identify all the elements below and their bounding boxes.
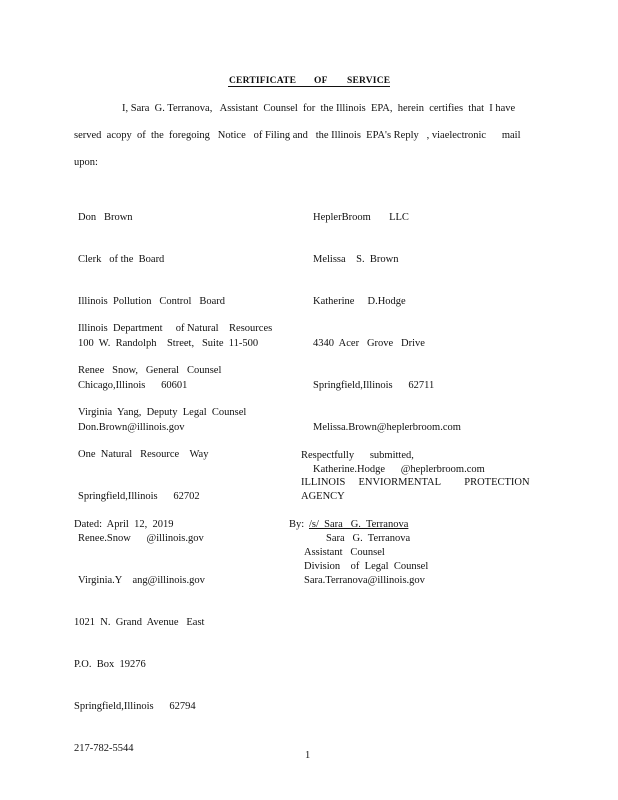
body-line-2: served acopy of the foregoing Notice of Filing and the Illinois EPA's Reply , viaelectronic mail (74, 130, 521, 141)
body-line-1: I, Sara G. Terranova, Assistant Counsel for the Illinois EPA, herein certifies that I have (122, 103, 516, 114)
recipient-email: Katherine.Hodge @heplerbroom.com (313, 464, 485, 475)
signer-name: Sara G. Terranova (326, 533, 411, 544)
recipient-email: Don.Brown@illinois.gov (78, 422, 185, 433)
agency-name-line-1: ILLINOIS ENVIORMENTAL PROTECTION (301, 477, 530, 488)
recipient-line: Illinois Department of Natural Resources (78, 323, 273, 334)
address-line: P.O. Box 19276 (74, 659, 146, 670)
address-line: 1021 N. Grand Avenue East (74, 617, 205, 628)
office-address (74, 588, 204, 770)
respectfully-submitted: Respectfully submitted, (301, 450, 414, 461)
title-of: OF (314, 76, 328, 86)
phone-number: 217-782-5544 (74, 743, 134, 754)
recipient-line: One Natural Resource Way (78, 449, 209, 460)
recipient-line: Renee Snow, General Counsel (78, 365, 222, 376)
recipient-heplerbroom (313, 183, 485, 491)
recipient-line: Katherine D.Hodge (313, 296, 406, 307)
address-line: Springfield,Illinois 62794 (74, 701, 196, 712)
recipient-line: Illinois Pollution Control Board (78, 296, 226, 307)
recipient-line: HeplerBroom LLC (313, 212, 409, 223)
recipient-email: Virginia.Y ang@illinois.gov (78, 575, 205, 586)
recipient-line: Springfield,Illinois 62711 (313, 380, 435, 391)
recipient-line: Virginia Yang, Deputy Legal Counsel (78, 407, 247, 418)
signer-title: Assistant Counsel (304, 547, 385, 558)
recipient-email: Renee.Snow @illinois.gov (78, 533, 204, 544)
signer-email: Sara.Terranova@illinois.gov (304, 575, 425, 586)
recipient-idnr (78, 294, 272, 602)
recipient-line: Chicago,Illinois 60601 (78, 380, 188, 391)
recipient-line: Melissa S. Brown (313, 254, 399, 265)
dated-line: Dated: April 12, 2019 (74, 519, 174, 530)
recipient-line: Don Brown (78, 212, 133, 223)
agency-name-line-2: AGENCY (301, 491, 345, 502)
signer-division: Division of Legal Counsel (304, 561, 429, 572)
title-certificate: CERTIFICATE (229, 76, 297, 86)
title-service: SERVICE (347, 76, 391, 86)
recipient-line: 100 W. Randolph Street, Suite 11-500 (78, 338, 259, 349)
recipient-line: Clerk of the Board (78, 254, 165, 265)
electronic-signature: /s/ Sara G. Terranova (309, 519, 409, 530)
page-number: 1 (305, 750, 311, 761)
recipient-email: Melissa.Brown@heplerbroom.com (313, 422, 461, 433)
recipient-line: 4340 Acer Grove Drive (313, 338, 425, 349)
body-line-3: upon: (74, 157, 98, 168)
title-underline (228, 86, 390, 87)
recipient-line: Springfield,Illinois 62702 (78, 491, 200, 502)
by-label: By: (289, 519, 305, 530)
